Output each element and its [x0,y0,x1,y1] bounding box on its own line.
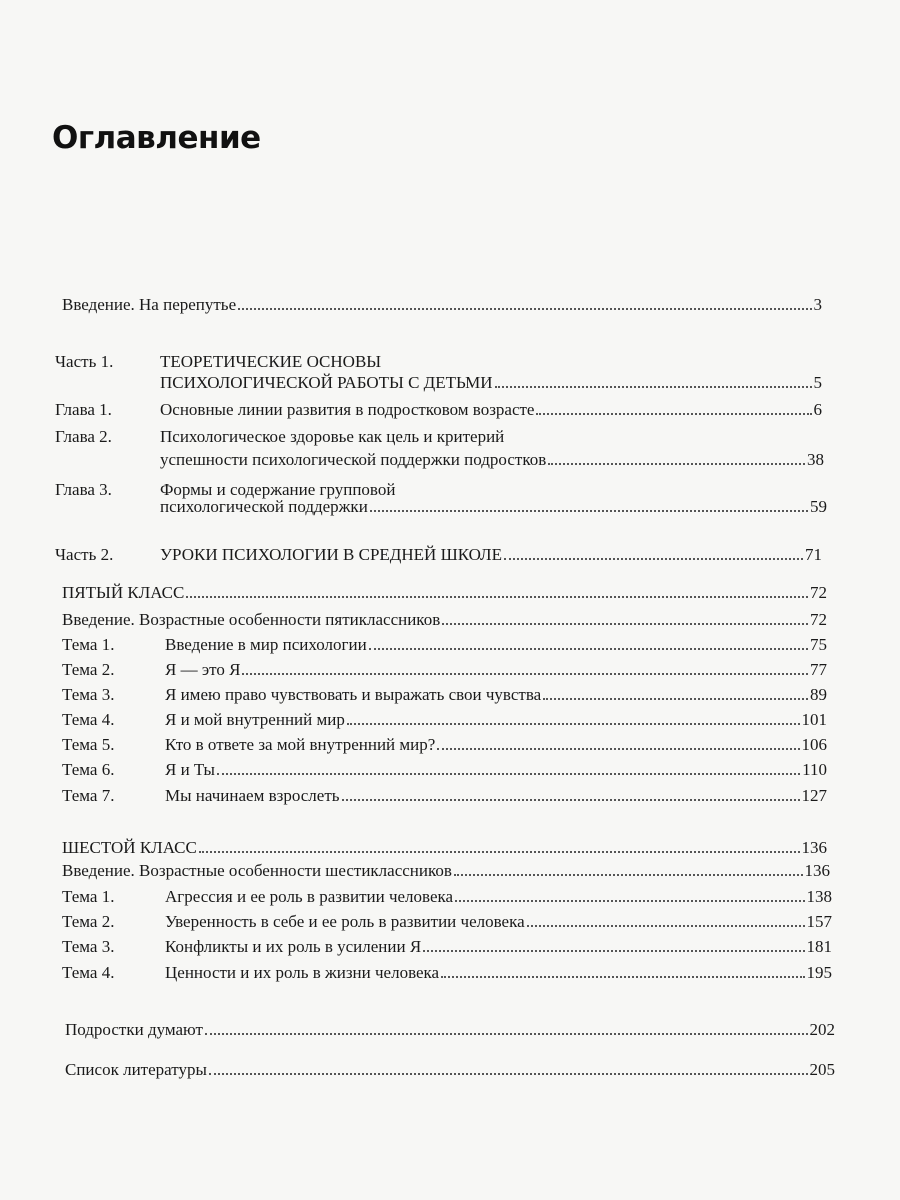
page-title: Оглавление [52,120,261,156]
toc-entry-sixth-grade[interactable] [62,838,827,858]
page-number: 106 [801,735,827,754]
entry-text: ШЕСТОЙ КЛАСС [62,838,197,857]
page-number: 202 [809,1020,835,1039]
entry-text: Введение в мир психологии [165,635,367,654]
entry-text: Ценности и их роль в жизни человека [165,963,440,982]
dot-leader [238,308,811,310]
chapter-label: Глава 2. [55,427,112,446]
theme-label: Тема 1. [62,887,115,906]
entry-text: Агрессия и ее роль в развитии человека [165,887,454,906]
dot-leader [504,558,803,560]
entry-text: Я имею право чувствовать и выражать свои чувства [165,685,542,704]
toc-entry-intro[interactable] [62,295,822,315]
entry-text-line1: Формы и содержание групповой [160,480,396,499]
page-number: 59 [810,497,827,516]
entry-text: Конфликты и их роль в усилении Я [165,937,422,956]
toc-entry-theme[interactable] [165,660,827,680]
page-number: 72 [810,583,827,602]
toc-entry-theme[interactable] [165,635,827,655]
toc-entry-teens-think[interactable] [65,1020,835,1040]
dot-leader [242,673,808,675]
entry-text: Основные линии развития в подростковом возрасте [160,400,535,419]
toc-entry-theme[interactable] [165,685,827,705]
toc-entry-theme[interactable] [165,912,832,932]
entry-text: Я и Ты [165,760,215,779]
dot-leader [370,510,808,512]
entry-text-line1: ТЕОРЕТИЧЕСКИЕ ОСНОВЫ [160,352,382,371]
entry-text: успешности психологической поддержки подростков [160,450,547,469]
entry-text: Уверенность в себе и ее роль в развитии человека [165,912,525,931]
page-number: 136 [804,861,830,880]
page-number: 89 [810,685,827,704]
page-number: 195 [806,963,832,982]
page-number: 136 [801,838,827,857]
entry-text: Кто в ответе за мой внутренний мир? [165,735,436,754]
dot-leader [548,463,805,465]
dot-leader [186,596,808,598]
theme-label: Тема 4. [62,963,115,982]
theme-label: Тема 4. [62,710,115,729]
theme-label: Тема 3. [62,685,115,704]
dot-leader [369,648,808,650]
toc-entry-theme[interactable] [165,887,832,907]
page-number: 127 [801,786,827,805]
toc-entry-fifth-intro[interactable] [62,610,827,630]
toc-entry-theme[interactable] [165,786,827,806]
entry-text: Введение. Возрастные особенности пятиклассников [62,610,441,629]
theme-label: Тема 1. [62,635,115,654]
dot-leader [543,698,808,700]
page-number: 5 [813,373,822,392]
toc-entry-part1[interactable] [160,373,822,393]
page-number: 205 [809,1060,835,1079]
dot-leader [423,950,804,952]
part-label: Часть 1. [55,352,114,371]
page-number: 110 [802,760,827,779]
part-label: Часть 2. [55,545,114,564]
toc-entry-bibliography[interactable] [65,1060,835,1080]
dot-leader [441,976,804,978]
dot-leader [454,874,803,876]
dot-leader [342,799,800,801]
dot-leader [209,1073,808,1075]
entry-text: Подростки думают [65,1020,203,1039]
toc-entry-sixth-intro[interactable] [62,861,830,881]
entry-text: Введение. Возрастные особенности шестиклассников [62,861,452,880]
chapter-label: Глава 1. [55,400,112,419]
theme-label: Тема 6. [62,760,115,779]
toc-entry-fifth-grade[interactable] [62,583,827,603]
toc-entry-chapter-2[interactable] [160,450,824,470]
page-number: 138 [806,887,832,906]
dot-leader [455,900,804,902]
dot-leader [442,623,808,625]
theme-label: Тема 2. [62,660,115,679]
entry-text: Введение. На перепутье [62,295,237,314]
entry-text: ПСИХОЛОГИЧЕСКОЙ РАБОТЫ С ДЕТЬМИ [160,373,493,392]
chapter-label: Глава 3. [55,480,112,499]
entry-text: УРОКИ ПСИХОЛОГИИ В СРЕДНЕЙ ШКОЛЕ [160,545,502,564]
page-number: 3 [813,295,822,314]
dot-leader [527,925,805,927]
page-number: 181 [806,937,832,956]
page-number: 38 [807,450,824,469]
dot-leader [437,748,799,750]
entry-text: ПЯТЫЙ КЛАСС [62,583,185,602]
dot-leader [495,386,812,388]
dot-leader [347,723,800,725]
theme-label: Тема 7. [62,786,115,805]
entry-text: Мы начинаем взрослеть [165,786,340,805]
page-number: 157 [806,912,832,931]
theme-label: Тема 5. [62,735,115,754]
toc-entry-part2[interactable] [160,545,822,565]
theme-label: Тема 2. [62,912,115,931]
page-number: 72 [810,610,827,629]
theme-label: Тема 3. [62,937,115,956]
toc-entry-theme[interactable] [165,937,832,957]
entry-text: Я и мой внутренний мир [165,710,345,729]
dot-leader [536,413,811,415]
dot-leader [205,1033,808,1035]
entry-text: Я — это Я [165,660,241,679]
entry-text: Список литературы [65,1060,207,1079]
toc-entry-theme[interactable] [165,963,832,983]
dot-leader [199,851,800,853]
toc-entry-chapter-1[interactable] [160,400,822,420]
entry-text-line1: Психологическое здоровье как цель и критерий [160,427,505,446]
toc-entry-theme[interactable] [165,710,827,730]
page-number: 101 [801,710,827,729]
toc-entry-chapter-3[interactable] [160,497,827,517]
entry-text: психологической поддержки [160,497,368,516]
toc-entry-theme[interactable] [165,760,827,780]
page-number: 77 [810,660,827,679]
page-number: 75 [810,635,827,654]
dot-leader [217,773,800,775]
page-number: 6 [813,400,822,419]
page-number: 71 [805,545,822,564]
toc-entry-theme[interactable] [165,735,827,755]
